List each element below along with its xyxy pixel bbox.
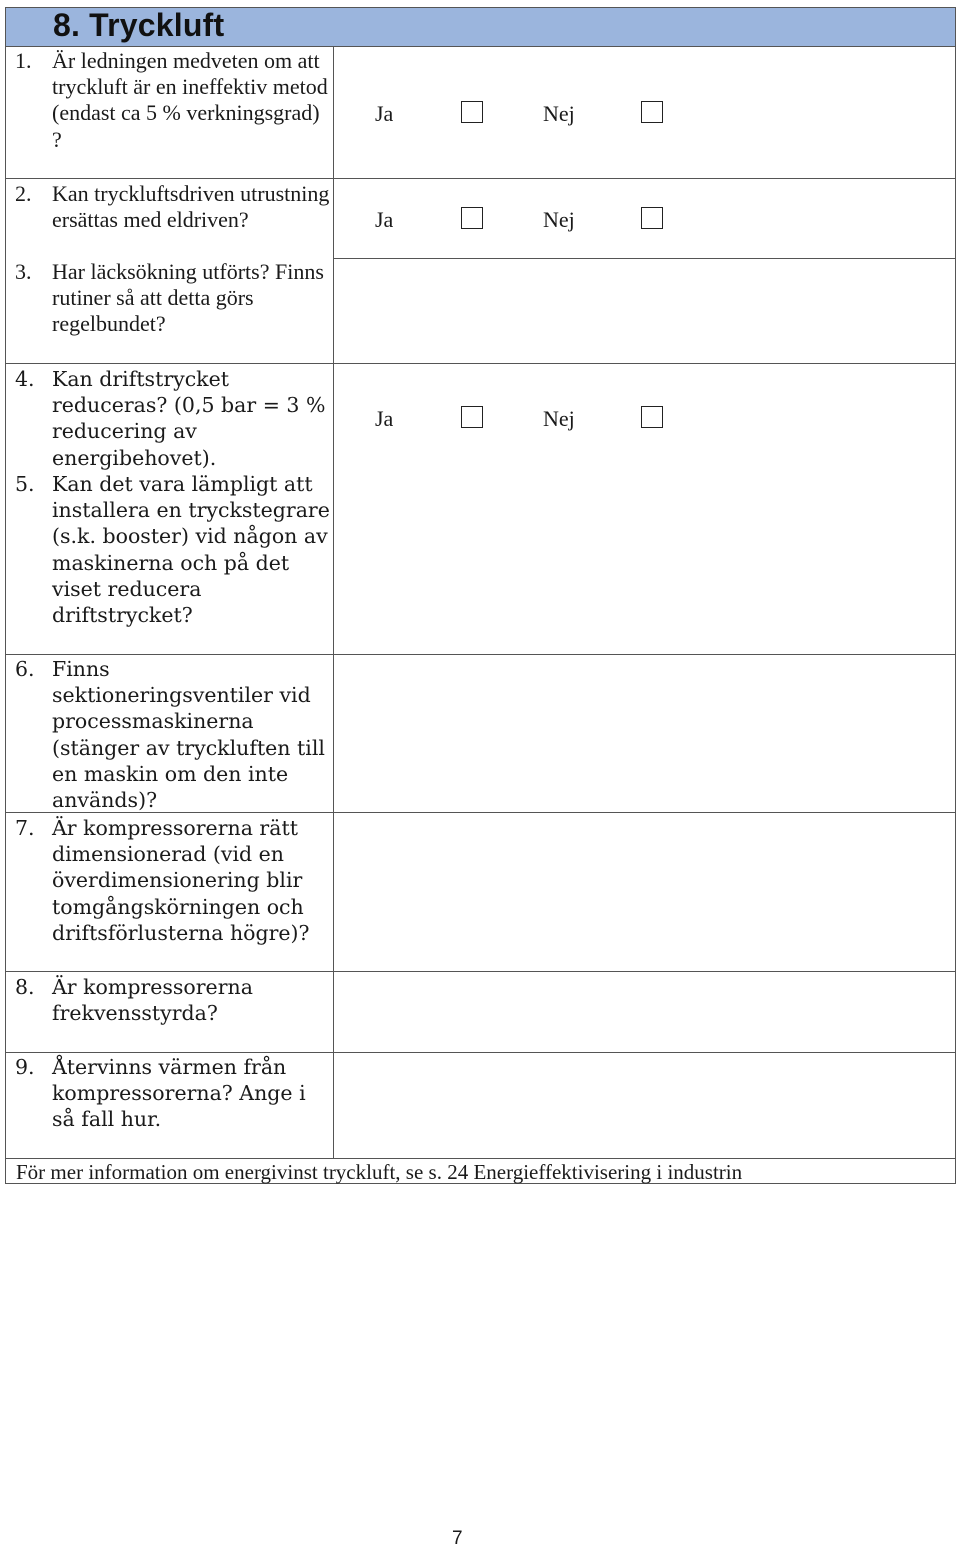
question-number: 6. [15,657,35,681]
row-divider [5,1158,956,1159]
question-text: Återvinns värmen från kompressorerna? Ange i så fall hur. [52,1055,306,1132]
answer-group [375,207,695,235]
question-text: Kan tryckluftsdriven utrustning ersättas med eldriven? [52,181,330,233]
question-number: 1. [15,48,32,73]
yes-checkbox[interactable] [461,406,483,428]
question-number: 5. [15,472,35,496]
question-text: Är kompressorerna frekvensstyrda? [52,975,253,1026]
yes-label: Ja [375,101,394,126]
section-header [5,7,956,47]
question-text: Kan det vara lämpligt att installera en tryckstegrare (s.k. booster) vid någon av maskinerna och på det viset reducera driftstrycket? [52,472,330,628]
no-label: Nej [543,207,575,232]
question-text: Har läcksökning utförts? Finns rutiner så att detta görs regelbundet? [52,259,324,337]
page-number: 7 [452,1528,463,1549]
table-border-right [955,7,956,1184]
answer-group [375,406,695,434]
row-divider [5,178,956,179]
answer-group [375,101,695,129]
yes-checkbox[interactable] [461,101,483,123]
row-divider [5,363,956,364]
row-divider [333,258,956,259]
question-text: Är kompressorerna rätt dimensionerad (vid en överdimensionering blir tomgångskörningen och driftsförlusterna högre)? [52,816,310,945]
no-label: Nej [543,406,575,431]
question-number: 7. [15,816,35,840]
question-number: 3. [15,259,32,284]
row-divider [5,1052,956,1053]
yes-label: Ja [375,406,394,431]
row-divider [5,654,956,655]
question-number: 9. [15,1055,35,1079]
question-number: 8. [15,975,35,999]
question-text: Kan driftstrycket reduceras? (0,5 bar = 3 % reducering av energibehovet). [52,367,326,470]
yes-checkbox[interactable] [461,207,483,229]
question-text: Finns sektioneringsventiler vid processmaskinerna (stänger av tryckluften till en maskin om den inte används)? [52,657,325,813]
no-label: Nej [543,101,575,126]
no-checkbox[interactable] [641,207,663,229]
question-text: Är ledningen medveten om att tryckluft är en ineffektiv metod (endast ca 5 % verkningsgrad) ? [52,48,328,152]
row-divider [5,971,956,972]
no-checkbox[interactable] [641,101,663,123]
question-number: 4. [15,367,35,391]
questionnaire-table [5,7,956,1184]
yes-label: Ja [375,207,394,232]
section-title: 8. Tryckluft [53,7,225,43]
footer-note: För mer information om energivinst tryckluft, se s. 24 Energieffektivisering i industrin [16,1160,743,1184]
column-divider [333,46,334,1159]
question-number: 2. [15,181,32,206]
table-border-left [5,7,6,1184]
no-checkbox[interactable] [641,406,663,428]
